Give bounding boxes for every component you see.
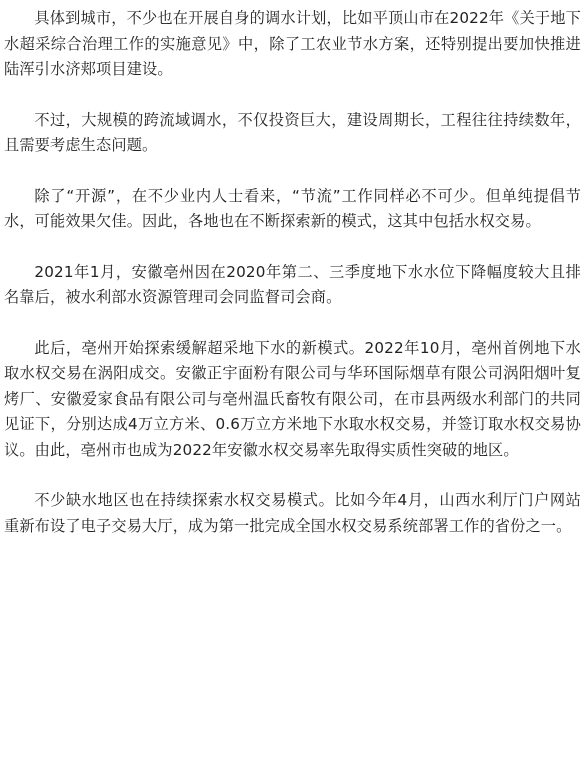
article-body xyxy=(4,6,581,539)
paragraph-shanxi-trading: 不少缺水地区也在持续探索水权交易模式。比如今年4月，山西水利厅门户网站重新布设了电子交易大厅，成为第一批完成全国水权交易系统部署工作的省份之一。 xyxy=(4,491,581,535)
paragraph-water-saving: 除了“开源”，在不少业内人士看来，“节流”工作同样必不可少。但单纯提倡节水，可能效果欠佳。因此，各地也在不断探索新的模式，这其中包括水权交易。 xyxy=(4,186,581,230)
paragraph-cross-basin-transfer: 不过，大规模的跨流域调水，不仅投资巨大，建设周期长，工程往往持续数年，且需要考虑生态问题。 xyxy=(4,110,581,154)
paragraph-bozhou-2021: 2021年1月，安徽亳州因在2020年第二、三季度地下水水位下降幅度较大且排名靠后，被水利部水资源管理司会同监督司会商。 xyxy=(4,262,581,306)
paragraph-bozhou-trading: 此后，亳州开始探索缓解超采地下水的新模式。2022年10月，亳州首例地下水取水权交易在涡阳成交。安徽正宇面粉有限公司与华环国际烟草有限公司涡阳烟叶复烤厂、安徽爱家食品有限公司与亳州温氏畜牧有限公司，在市县两级水利部门的共同见证下，分别达成4万立方米、0.6万立方米地下水取水权交易，并签订取水权交易协议。由此，亳州市也成为2022年安徽水权交易率先取得实质性突破的地区。 xyxy=(4,338,581,459)
paragraph-city-water-plans: 具体到城市，不少也在开展自身的调水计划，比如平顶山市在2022年《关于地下水超采综合治理工作的实施意见》中，除了工农业节水方案，还特别提出要加快推进陆浑引水济郏项目建设。 xyxy=(4,9,581,78)
